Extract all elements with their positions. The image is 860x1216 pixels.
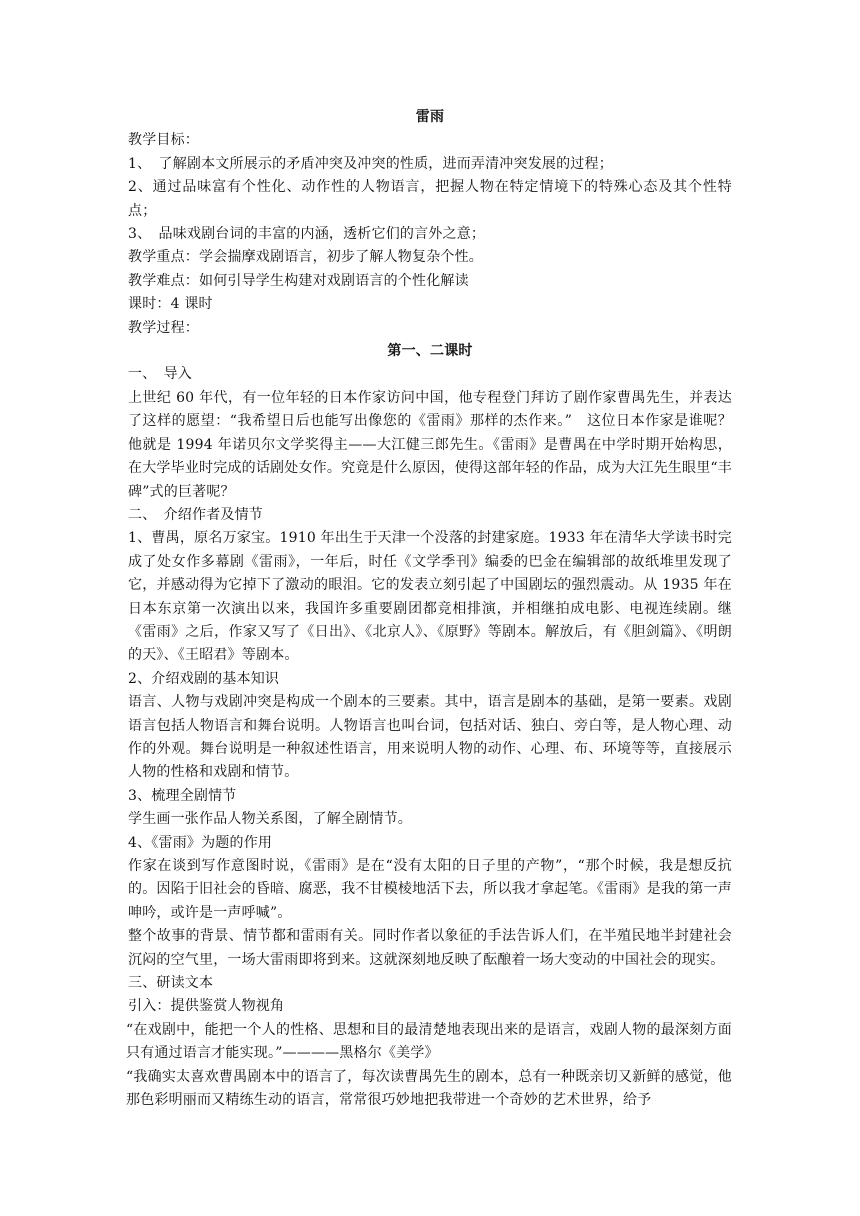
teaching-key-point: 教学重点：学会揣摩戏剧语言，初步了解人物复杂个性。	[128, 249, 483, 266]
section-two-heading: 二、 介绍作者及情节	[128, 506, 263, 523]
teaching-process-label: 教学过程：	[128, 319, 199, 336]
section-heading: 第一、二课时	[387, 343, 473, 360]
teaching-goals-label: 教学目标：	[128, 132, 199, 149]
reading-intro: 引入：提供鉴赏人物视角	[128, 998, 285, 1015]
teaching-goal-1: 1、 了解剧本文所展示的矛盾冲突及冲突的性质，进而弄清冲突发展的过程；	[128, 155, 613, 172]
drama-basics-paragraph: 语言、人物与戏剧冲突是构成一个剧本的三要素。其中，语言是剧本的基础，是第一要素。戏剧语言包括人物语言和舞台说明。人物语言也叫台词，包括对话、独白、旁白等，是人物心理、动作的外观。舞台说明是一种叙述性语言，用来说明人物的动作、心理、布、环境等等，直接展示人物的性格和戏剧和情节。	[128, 694, 732, 781]
plot-heading: 3、梳理全剧情节	[128, 787, 237, 804]
title-role-heading: 4、《雷雨》为题的作用	[128, 834, 273, 851]
author-paragraph: 1、曹禺，原名万家宝。1910 年出生于天津一个没落的封建家庭。1933 年在清华大学读书时完成了处女作多幕剧《雷雨》，一年后，时任《文学季刊》编委的巴金在编辑部的故纸堆里发现了它，并感动得为它掉下了激动的眼泪。它的发表立刻引起了中国剧坛的强烈震动。从 1935 年在日本东京第一次演出以来，我国许多重要剧团都竞相排演，并相继拍成电影、电视连续剧。继《雷雨》之后，作家又写了《日出》、《北京人》、《原野》等剧本。解放后，有《胆剑篇》、《明朗的天》、《王昭君》等剧本。	[128, 530, 732, 664]
teaching-goal-3: 3、 品味戏剧台词的丰富的内涵，透析它们的言外之意；	[128, 226, 486, 243]
cao-yu-quote: “我确实太喜欢曹禺剧本中的语言了，每次读曹禺先生的剧本，总有一种既亲切又新鲜的感觉，他那色彩明丽而又精练生动的语言，常常很巧妙地把我带进一个奇妙的艺术世界，给予	[126, 1068, 732, 1109]
hegel-quote: “在戏剧中，能把一个人的性格、思想和目的最清楚地表现出来的是语言，戏剧人物的最深刻方面只有通过语言才能实现。”————黑格尔《美学》	[126, 1021, 732, 1062]
section-one-heading: 一、 导入	[128, 366, 192, 383]
section-three-heading: 三、研读文本	[128, 975, 214, 992]
writing-intent-paragraph: 作家在谈到写作意图时说，《雷雨》是在“没有太阳的日子里的产物”，“那个时候，我是想反抗的。因陷于旧社会的昏暗、腐恶，我不甘模棱地活下去，所以我才拿起笔。《雷雨》是我的第一声呻吟，或许是一声呼喊”。	[128, 858, 732, 921]
background-paragraph: 整个故事的背景、情节都和雷雨有关。同时作者以象征的手法告诉人们，在半殖民地半封建社会沉闷的空气里，一场大雷雨即将到来。这就深刻地反映了酝酿着一场大变动的中国社会的现实。	[128, 928, 732, 968]
plot-paragraph: 学生画一张作品人物关系图，了解全剧情节。	[128, 811, 412, 828]
teaching-goal-2: 2、通过品味富有个性化、动作性的人物语言，把握人物在特定情境下的特殊心态及其个性特点；	[128, 179, 732, 219]
lesson-hours: 课时：4 课时	[128, 296, 213, 313]
intro-paragraph: 上世纪 60 年代，有一位年轻的日本作家访问中国，他专程登门拜访了剧作家曹禺先生，并表达了这样的愿望：“我希望日后也能写出像您的《雷雨》那样的杰作来。” 这位日本作家是谁呢？他就是 1994 年诺贝尔文学奖得主——大江健三郎先生。《雷雨》是曹禺在中学时期开始构思，在大学毕业时完成的话剧处女作。究竟是什么原因，使得这部年轻的作品，成为大江先生眼里“丰碑”式的巨著呢？	[128, 389, 732, 500]
drama-basics-heading: 2、介绍戏剧的基本知识	[128, 670, 280, 687]
document-body	[128, 106, 732, 1112]
document-title: 雷雨	[415, 109, 445, 125]
teaching-difficulty: 教学难点：如何引导学生构建对戏剧语言的个性化解读	[128, 272, 469, 289]
